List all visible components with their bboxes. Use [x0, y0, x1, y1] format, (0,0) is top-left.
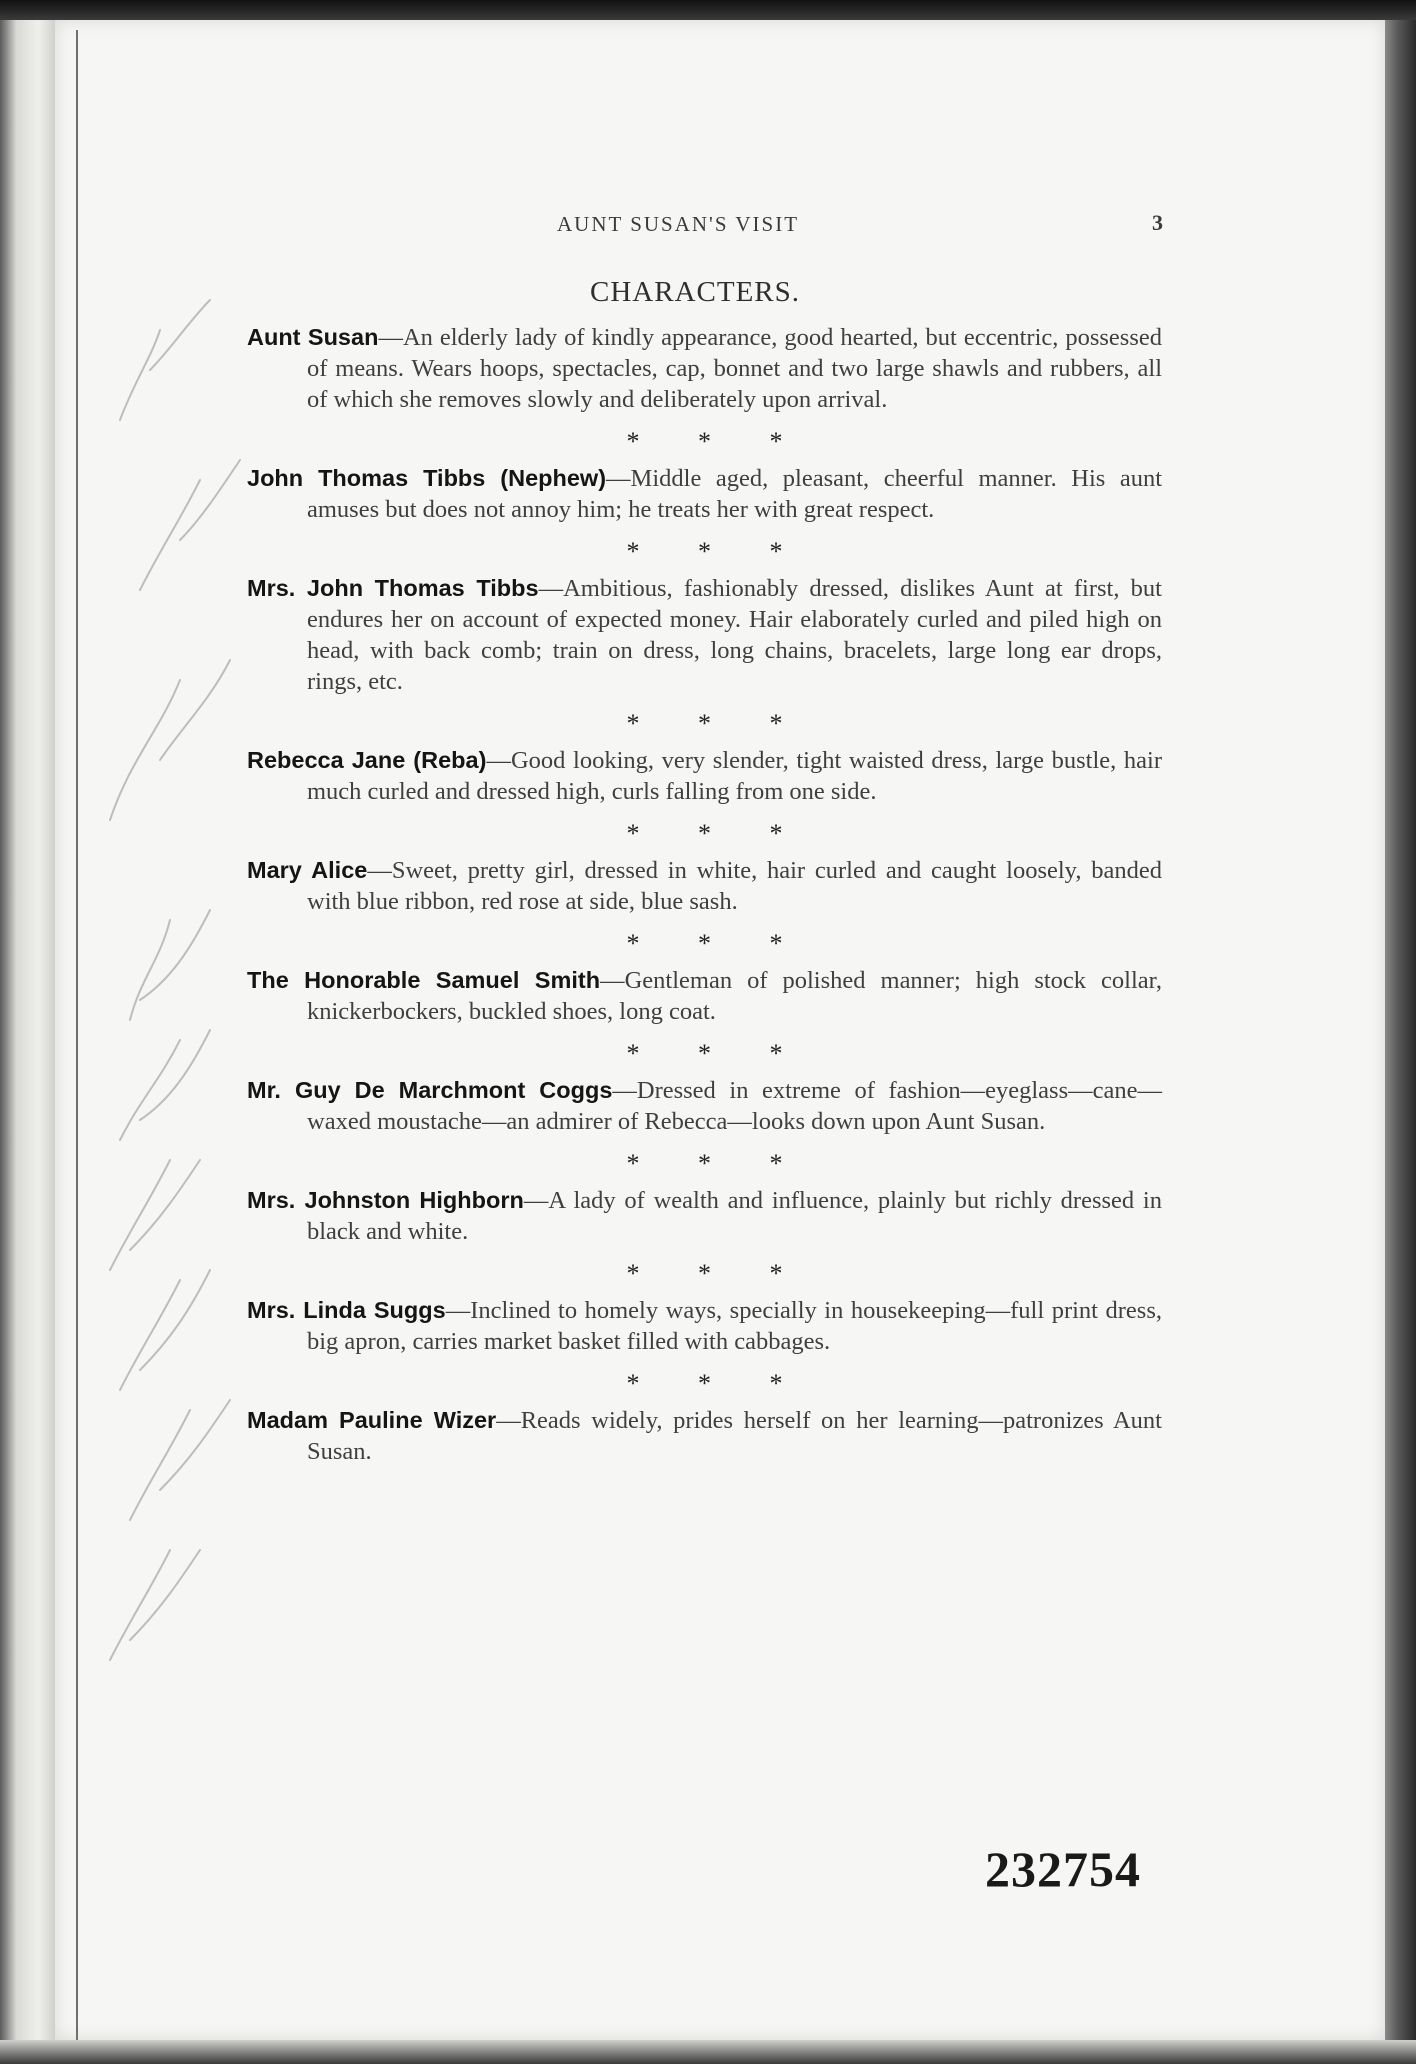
character-description: —Gentleman of polished manner; high stock collar, knickerbockers, buckled shoes, long coat.: [307, 967, 1162, 1025]
separator: * * *: [626, 819, 809, 848]
scan-top-border: [0, 0, 1416, 20]
character-description: —Dressed in extreme of fashion—eyeglass—cane—waxed moustache—an admirer of Rebecca—looks down upon Aunt Susan.: [307, 1077, 1162, 1135]
character-entry: [247, 463, 1162, 525]
character-name: Mr. Guy De Marchmont Coggs: [247, 1077, 613, 1103]
character-name: Mrs. John Thomas Tibbs: [247, 575, 539, 601]
character-description: —Good looking, very slender, tight waisted dress, large bustle, hair much curled and dressed high, curls falling from one side.: [307, 747, 1162, 805]
character-list: [247, 322, 1162, 1467]
character-name: Aunt Susan: [247, 324, 379, 350]
character-description: —Sweet, pretty girl, dressed in white, hair curled and caught loosely, banded with blue ribbon, red rose at side, blue sash.: [307, 857, 1163, 915]
catalog-number: 232754: [985, 1841, 1141, 1897]
character-description: —Middle aged, pleasant, cheerful manner. His aunt amuses but does not annoy him; he treats her with great respect.: [307, 465, 1162, 523]
character-entry: [247, 965, 1162, 1027]
character-entry: [247, 1405, 1162, 1467]
character-name: John Thomas Tibbs (Nephew): [247, 465, 607, 491]
gutter-line: [76, 30, 78, 2040]
separator: * * *: [626, 537, 809, 566]
character-entry: [247, 573, 1162, 697]
separator: * * *: [626, 1259, 809, 1288]
character-entry: [247, 745, 1162, 807]
section-title: CHARACTERS.: [590, 276, 801, 308]
character-entry: [247, 1185, 1162, 1247]
character-entry: [247, 1075, 1162, 1137]
character-name: Madam Pauline Wizer: [247, 1407, 497, 1433]
separator: * * *: [626, 1149, 809, 1178]
character-name: Rebecca Jane (Reba): [247, 747, 487, 773]
character-entry: [247, 1295, 1162, 1357]
character-name: The Honorable Samuel Smith: [247, 967, 601, 993]
character-description: —Inclined to homely ways, specially in housekeeping—full print dress, big apron, carries market basket filled with cabbages.: [307, 1297, 1162, 1355]
character-name: Mrs. Johnston Highborn: [247, 1187, 524, 1213]
character-name: Mrs. Linda Suggs: [247, 1297, 446, 1323]
separator: * * *: [626, 709, 809, 738]
running-title: AUNT SUSAN'S VISIT: [557, 212, 800, 236]
character-entry: [247, 855, 1162, 917]
character-description: —An elderly lady of kindly appearance, good hearted, but eccentric, possessed of means. Wears hoops, spectacles, cap, bonnet and two large shawls and rubbers, all of which she removes slowly and deliberately upon arrival.: [307, 324, 1163, 413]
page-number: 3: [1152, 210, 1163, 235]
character-description: —Ambitious, fashionably dressed, dislikes Aunt at first, but endures her on account of expected money. Hair elaborately curled and piled high on head, with back comb; train on dress, long chains, bracelets, large long ear drops, rings, etc.: [307, 575, 1162, 695]
separator: * * *: [626, 1369, 809, 1398]
character-description: —Reads widely, prides herself on her learning—patronizes Aunt Susan.: [307, 1407, 1162, 1465]
page-edge-shadow: [1385, 20, 1416, 2064]
separator: * * *: [626, 1039, 809, 1068]
scan-bottom-border: [0, 2040, 1416, 2064]
character-entry: [247, 322, 1162, 415]
character-description: —A lady of wealth and influence, plainly but richly dressed in black and white.: [307, 1187, 1162, 1245]
binding-edge: [0, 20, 55, 2064]
character-name: Mary Alice: [247, 857, 368, 883]
separator: * * *: [626, 929, 809, 958]
separator: * * *: [626, 427, 809, 456]
